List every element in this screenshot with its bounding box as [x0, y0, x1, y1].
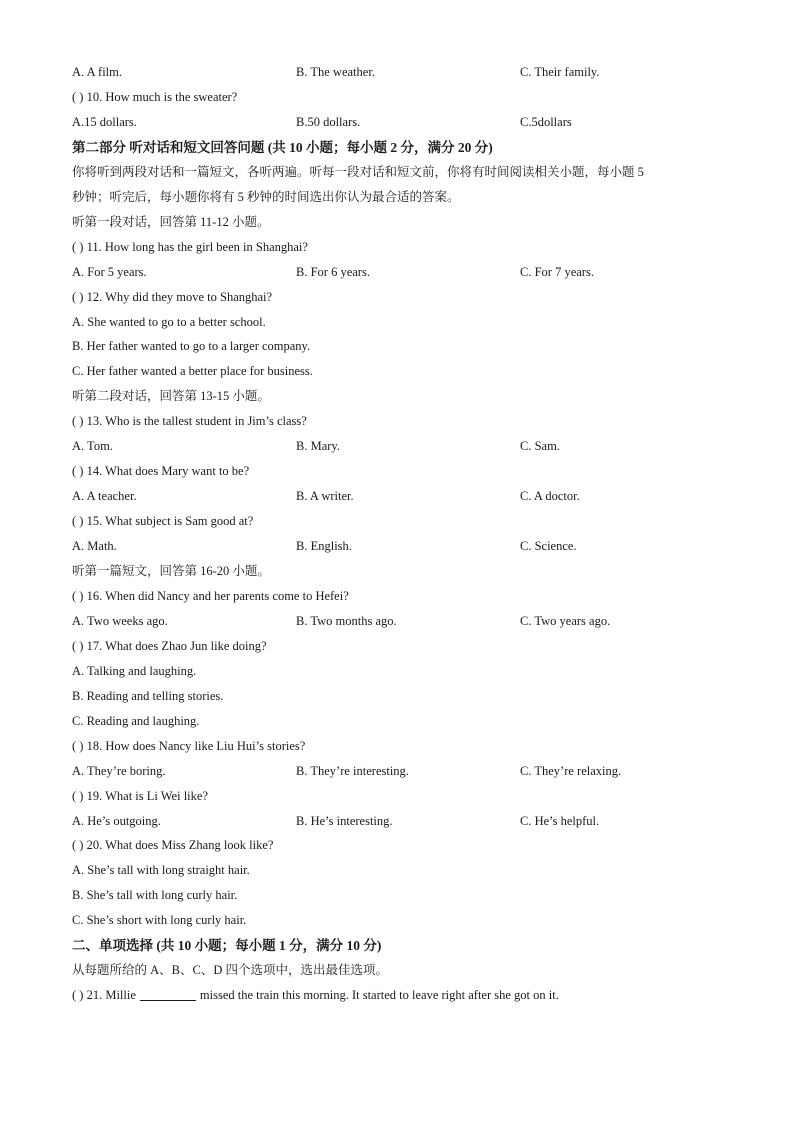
- option-row: [72, 260, 732, 285]
- text-line: 听第一篇短文，回答第 16-20 小题。: [72, 564, 270, 578]
- option-b: B. Mary.: [296, 439, 340, 454]
- option-row: [72, 759, 732, 784]
- option-a: A. They’re boring.: [72, 763, 166, 778]
- option-a: A. Tom.: [72, 439, 113, 454]
- question-line: ( ) 14. What does Mary want to be?: [72, 464, 250, 479]
- question-line: ( ) 19. What is Li Wei like?: [72, 788, 208, 803]
- option-c: C. They’re relaxing.: [520, 763, 622, 778]
- text-line: A. Talking and laughing.: [72, 663, 197, 678]
- text-line: 听第一段对话，回答第 11-12 小题。: [72, 214, 270, 229]
- option-c: C. Two years ago.: [520, 613, 611, 628]
- option-row: [72, 434, 732, 459]
- question-line: ( ) 18. How does Nancy like Liu Hui’s stories?: [72, 738, 306, 753]
- question-line: ( ) 15. What subject is Sam good at?: [72, 514, 254, 529]
- option-a: A.15 dollars.: [72, 114, 137, 129]
- question-text-before: ( ) 21. Millie: [72, 988, 136, 1003]
- section-heading: 二、单项选择 (共 10 小题；每小题 1 分，满分 10 分): [72, 938, 382, 954]
- question-line: ( ) 11. How long has the girl been in Shanghai?: [72, 239, 308, 254]
- option-a: A. He’s outgoing.: [72, 813, 161, 828]
- option-b: B. A writer.: [296, 489, 354, 504]
- option-row: [72, 60, 732, 85]
- question-line: ( ) 13. Who is the tallest student in Jim’s class?: [72, 414, 307, 429]
- option-b: B.50 dollars.: [296, 114, 361, 129]
- option-row: [72, 484, 732, 509]
- answer-blank: [140, 986, 196, 1001]
- option-row: [72, 609, 732, 634]
- option-b: B. They’re interesting.: [296, 763, 409, 778]
- option-c: C. Science.: [520, 539, 577, 554]
- option-c: C. For 7 years.: [520, 264, 594, 279]
- question-with-blank: [72, 983, 559, 1008]
- text-line: A. She’s tall with long straight hair.: [72, 863, 250, 878]
- option-b: B. English.: [296, 539, 352, 554]
- text-line: B. She’s tall with long curly hair.: [72, 888, 238, 903]
- option-c: C.5dollars: [520, 114, 572, 129]
- question-line: ( ) 16. When did Nancy and her parents come to Hefei?: [72, 588, 349, 603]
- text-line: 从每题所给的 A、B、C、D 四个选项中，选出最佳选项。: [72, 963, 388, 978]
- option-b: B. He’s interesting.: [296, 813, 393, 828]
- option-a: A. Math.: [72, 539, 117, 554]
- section-heading: 第二部分 听对话和短文回答问题 (共 10 小题；每小题 2 分，满分 20 分): [72, 139, 493, 155]
- text-line: 听第二段对话，回答第 13-15 小题。: [72, 389, 270, 404]
- question-line: ( ) 10. How much is the sweater?: [72, 89, 238, 104]
- text-line: B. Reading and telling stories.: [72, 688, 224, 703]
- option-c: C. A doctor.: [520, 489, 580, 504]
- option-b: B. For 6 years.: [296, 264, 370, 279]
- question-line: ( ) 12. Why did they move to Shanghai?: [72, 289, 273, 304]
- text-line: A. She wanted to go to a better school.: [72, 314, 266, 329]
- option-a: A. A teacher.: [72, 489, 137, 504]
- question-line: ( ) 20. What does Miss Zhang look like?: [72, 838, 274, 853]
- question-line: ( ) 17. What does Zhao Jun like doing?: [72, 638, 267, 653]
- text-line: B. Her father wanted to go to a larger company.: [72, 339, 311, 354]
- option-row: [72, 110, 732, 135]
- text-line: 秒钟；听完后，每小题你将有 5 秒钟的时间选出你认为最合适的答案。: [72, 189, 460, 204]
- text-line: 你将听到两段对话和一篇短文，各听两遍。听每一段对话和短文前，你将有时间阅读相关小题，每小题 5: [72, 164, 644, 179]
- text-line: C. Her father wanted a better place for business.: [72, 364, 313, 379]
- text-line: C. Reading and laughing.: [72, 713, 200, 728]
- option-b: B. Two months ago.: [296, 613, 397, 628]
- option-c: C. Their family.: [520, 65, 600, 79]
- option-a: A. For 5 years.: [72, 264, 147, 279]
- text-line: C. She’s short with long curly hair.: [72, 913, 247, 928]
- option-c: C. He’s helpful.: [520, 813, 600, 828]
- option-row: [72, 809, 732, 834]
- option-b: B. The weather.: [296, 65, 375, 79]
- question-text-after: missed the train this morning. It started to leave right after she got on it.: [199, 988, 559, 1003]
- option-a: A. A film.: [72, 65, 123, 79]
- option-c: C. Sam.: [520, 439, 560, 454]
- option-a: A. Two weeks ago.: [72, 613, 168, 628]
- option-row: [72, 534, 732, 559]
